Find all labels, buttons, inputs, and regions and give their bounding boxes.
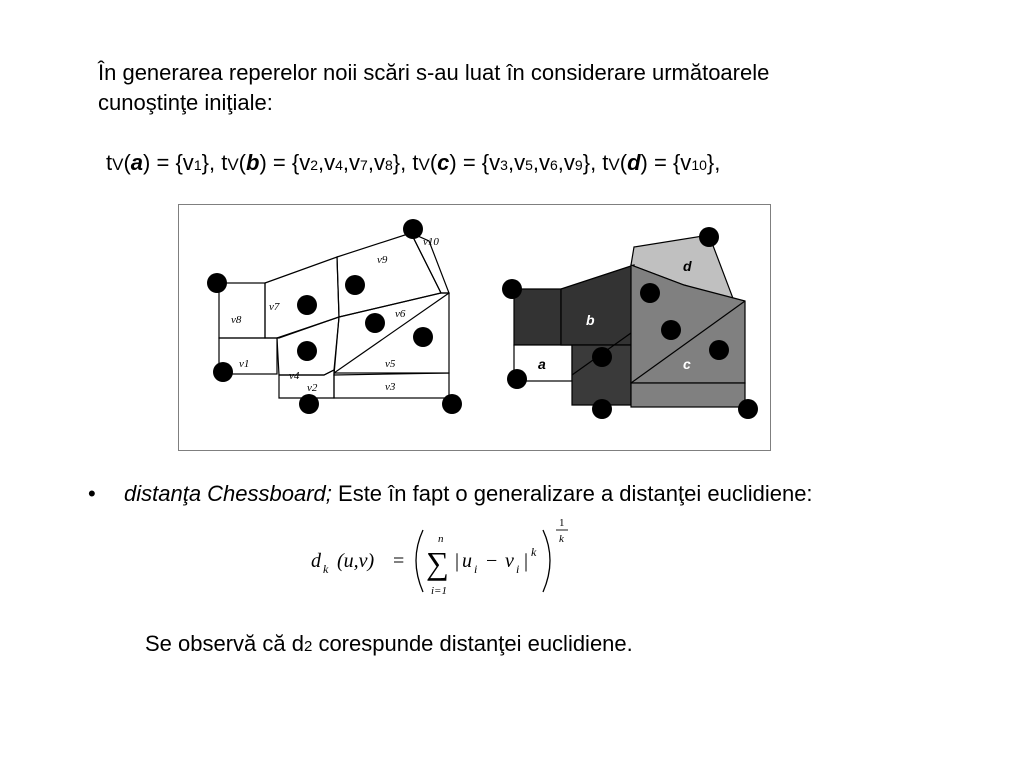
formula-right-paren xyxy=(543,530,550,592)
formula-n: n xyxy=(438,533,444,545)
note-sub: 2 xyxy=(303,638,313,655)
dot-v4 xyxy=(297,341,317,361)
label-v3: v3 xyxy=(385,381,396,393)
dot-r1 xyxy=(502,279,522,299)
dot-v6b xyxy=(413,327,433,347)
label-v10: v10 xyxy=(423,236,439,248)
regions-diagram xyxy=(179,205,772,452)
dot-v2 xyxy=(299,394,319,414)
formula-graphic xyxy=(305,512,585,607)
formula-exp-k: k xyxy=(531,545,537,559)
label-v1: v1 xyxy=(239,358,250,370)
region-c-bottom xyxy=(631,383,745,407)
left-labels xyxy=(231,236,439,394)
formula-abs-close: | xyxy=(524,550,529,572)
dot-r6 xyxy=(709,340,729,360)
formula-left-paren xyxy=(416,530,423,592)
dot-r3 xyxy=(699,227,719,247)
formula-exp-den: k xyxy=(559,533,564,545)
formula-vi: i xyxy=(516,562,520,576)
formula-ui: i xyxy=(474,562,478,576)
tv-b: tV(b) = {v2,v4,v7,v8}, xyxy=(221,150,413,175)
formula-one: 1 xyxy=(559,517,565,529)
dot-r7 xyxy=(592,347,612,367)
label-v8: v8 xyxy=(231,314,242,326)
tv-d: tV(d) = {v10}, xyxy=(602,150,721,175)
dot-v6a xyxy=(365,313,385,333)
label-c: c xyxy=(683,356,691,372)
region-b xyxy=(561,265,634,345)
formula-eq: = xyxy=(393,550,405,572)
right-diagram xyxy=(514,235,745,407)
formula-uv: (u,v) xyxy=(337,550,375,572)
formula-v: v xyxy=(505,550,514,572)
intro-line-1: În generarea reperelor noii scări s-au luat în considerare următoarele xyxy=(98,60,770,85)
bullet-chessboard xyxy=(88,479,813,509)
label-a: a xyxy=(538,356,546,372)
label-v6: v6 xyxy=(395,308,406,320)
dot-v8 xyxy=(207,273,227,293)
bullet-italic-term: distanţa Chessboard; xyxy=(124,481,332,506)
figure-regions xyxy=(178,204,771,451)
dot-v10 xyxy=(403,219,423,239)
tv-a: tV(a) = {v1}, xyxy=(106,150,222,175)
dot-r8 xyxy=(592,399,612,419)
dot-v9 xyxy=(345,275,365,295)
dot-r4 xyxy=(640,283,660,303)
formula-minus: − xyxy=(486,550,498,572)
bullet-text: Este în fapt o generalizare a distanţei euclidiene: xyxy=(331,481,813,506)
dot-v3 xyxy=(442,394,462,414)
formula-sigma: ∑ xyxy=(426,545,449,581)
label-v9: v9 xyxy=(377,254,388,266)
dot-r2 xyxy=(507,369,527,389)
bullet-symbol: • xyxy=(88,481,96,506)
region-dark-left xyxy=(514,289,561,345)
intro-paragraph xyxy=(98,58,958,118)
chessboard-formula xyxy=(305,512,585,607)
label-v5: v5 xyxy=(385,358,396,370)
formula-abs-open: | xyxy=(455,550,460,572)
dot-v7 xyxy=(297,295,317,315)
intro-line-2: cunoştinţe iniţiale: xyxy=(98,90,273,115)
label-v7: v7 xyxy=(269,301,280,313)
formula-u: u xyxy=(462,550,472,572)
euclidean-note xyxy=(145,629,633,662)
dot-v1 xyxy=(213,362,233,382)
left-diagram xyxy=(219,233,449,398)
formula-i1: i=1 xyxy=(431,585,447,597)
formula-d: d xyxy=(311,550,321,572)
region-v8 xyxy=(219,283,265,338)
label-b: b xyxy=(586,312,595,328)
tv-definitions xyxy=(106,148,720,180)
note-pre: Se observă că d xyxy=(145,631,304,656)
label-d: d xyxy=(683,258,692,274)
label-v2: v2 xyxy=(307,382,318,394)
dot-r9 xyxy=(738,399,758,419)
dot-r5 xyxy=(661,320,681,340)
formula-k: k xyxy=(323,562,329,576)
note-post: corespunde distanţei euclidiene. xyxy=(312,631,633,656)
tv-c: tV(c) = {v3,v5,v6,v9}, xyxy=(412,150,603,175)
label-v4: v4 xyxy=(289,370,300,382)
